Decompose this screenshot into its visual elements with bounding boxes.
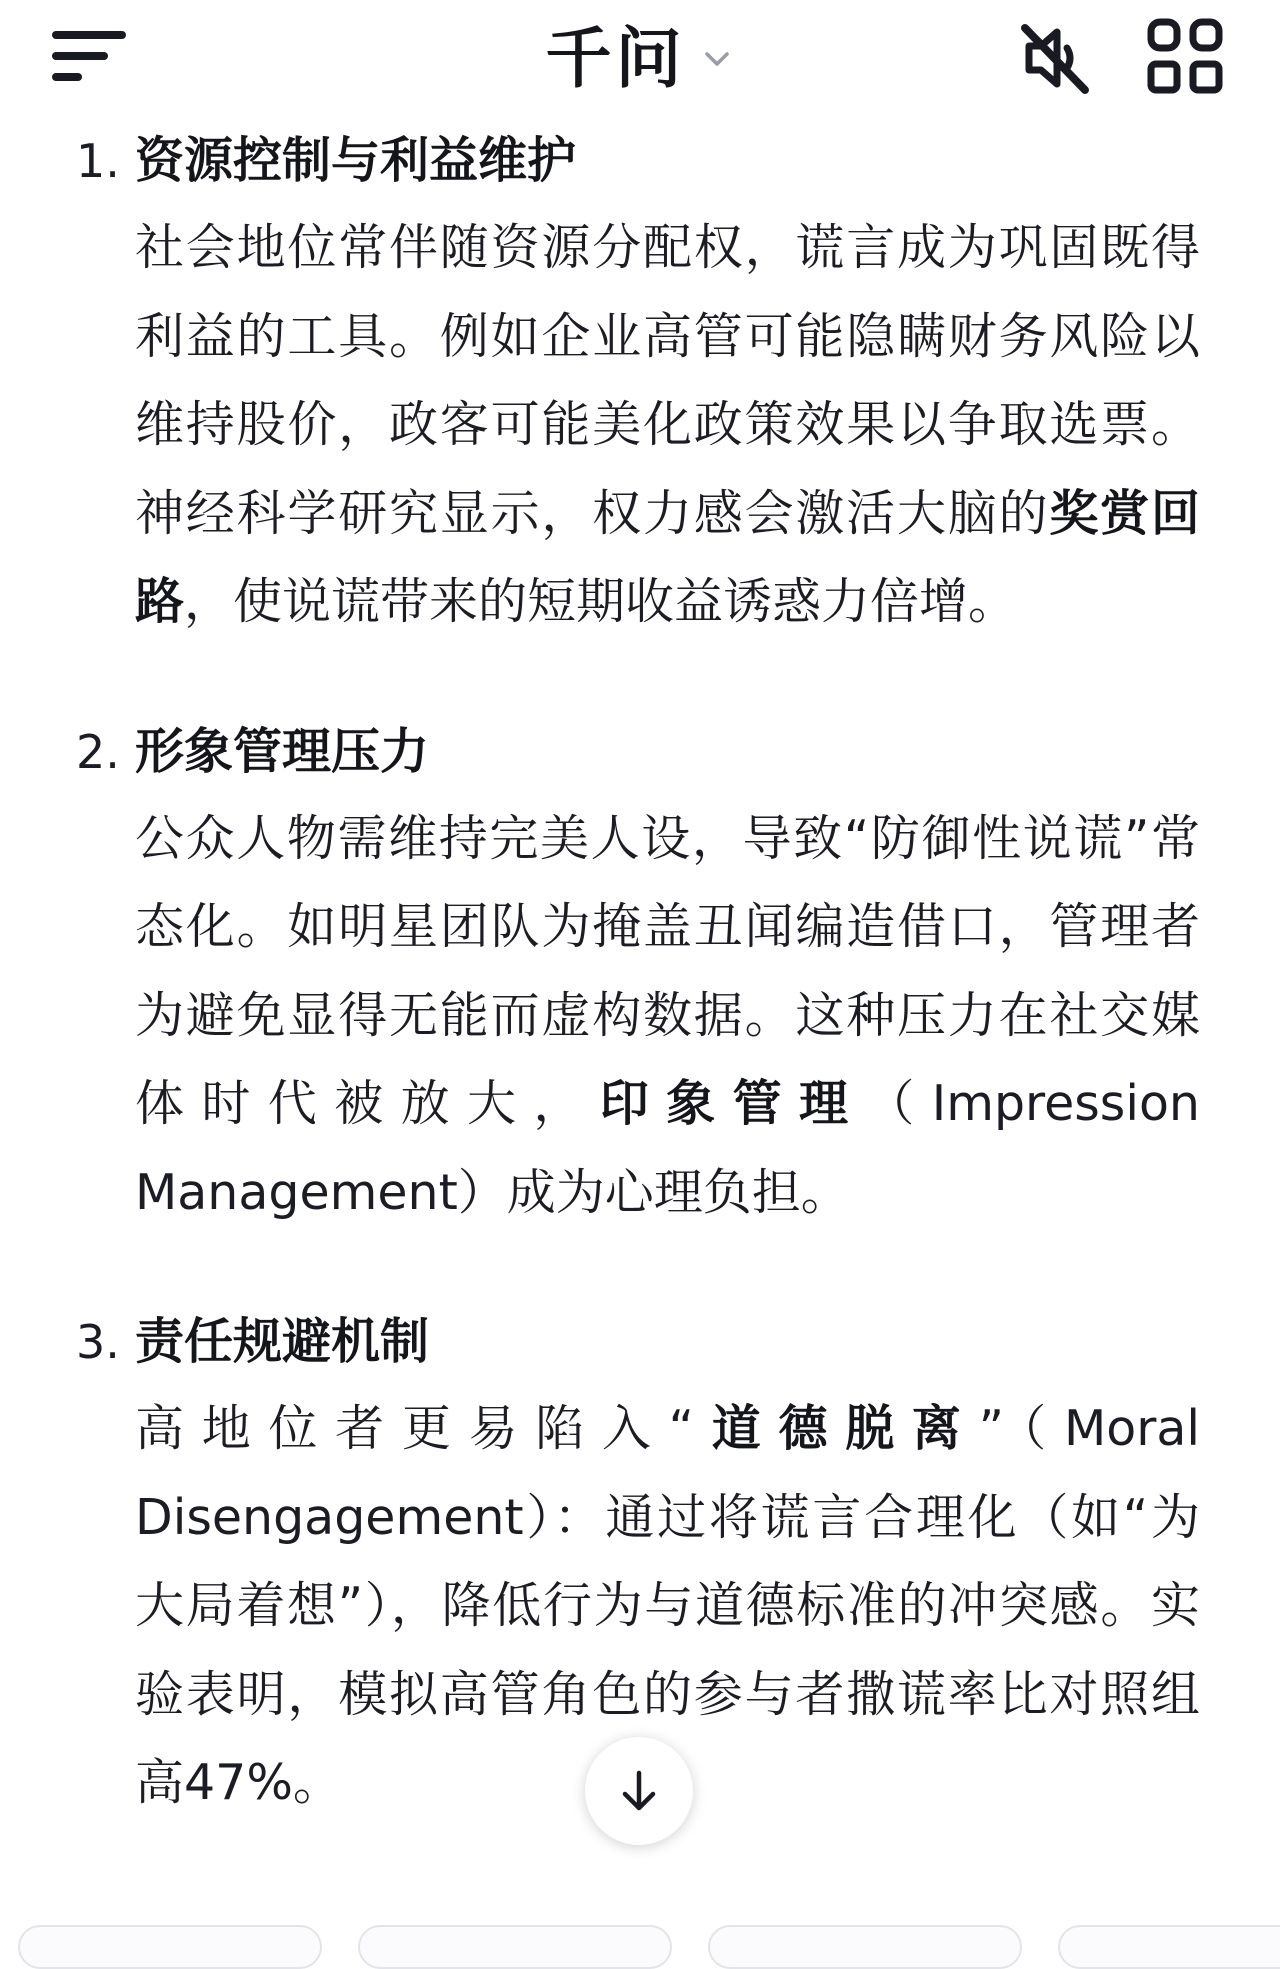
- apps-grid-icon: [1145, 16, 1227, 98]
- answer-content: [0, 118, 1280, 1828]
- mute-button[interactable]: [1015, 18, 1095, 98]
- body-text: ”（Moral Disengagement）：通过将谎言合理化（如“为大局着想”），降低行为与道德标准的冲突感。实验表明，模拟高管角色的参与者撒谎率比对照组高47%。: [135, 1400, 1200, 1811]
- section-heading: 责任规避机制: [135, 1313, 430, 1370]
- chevron-down-icon[interactable]: [699, 41, 735, 77]
- suggestion-chip[interactable]: [358, 1925, 672, 1969]
- body-emphasis: 奖赏回路: [135, 484, 1200, 630]
- list-item: [0, 1299, 1200, 1828]
- body-emphasis: 印象管理: [599, 1075, 866, 1132]
- body-emphasis: 道德脱离: [694, 1400, 979, 1457]
- list-number: 3.: [76, 1315, 120, 1369]
- list-number: 2.: [76, 724, 120, 779]
- suggestion-chip[interactable]: [708, 1925, 1022, 1969]
- section-body: [135, 204, 1200, 647]
- body-text: 社会地位常伴随资源分配权，谎言成为巩固既得利益的工具。例如企业高管可能隐瞒财务风险以维持股价，政客可能美化政策效果以争取选票。神经科学研究显示，权力感会激活大脑的: [135, 219, 1200, 542]
- suggestion-chip[interactable]: [18, 1925, 322, 1969]
- suggestion-chip[interactable]: [1058, 1925, 1280, 1969]
- body-text: 公众人物需维持完美人设，导致“防御性说谎”常态化。如明星团队为掩盖丑闻编造借口，管理者为避免显得无能而虚构数据。这种压力在社交媒体时代被放大，: [135, 809, 1200, 1132]
- top-bar: [0, 0, 1280, 118]
- section-heading: 形象管理压力: [135, 722, 430, 780]
- list-item: [0, 118, 1200, 647]
- apps-button[interactable]: [1145, 16, 1227, 98]
- app-title[interactable]: 千问: [545, 20, 686, 97]
- suggestion-chips-row: [0, 1925, 1280, 1947]
- section-heading: 资源控制与利益维护: [135, 132, 577, 189]
- speaker-muted-icon: [1015, 18, 1095, 98]
- body-text: ，使说谎带来的短期收益诱惑力倍增。: [184, 573, 1018, 630]
- section-body: [135, 795, 1200, 1238]
- body-text: （Impression Management）成为心理负担。: [135, 1075, 1200, 1221]
- list-number: 1.: [76, 134, 120, 188]
- arrow-down-icon: [615, 1767, 663, 1815]
- scroll-to-bottom-button[interactable]: [585, 1737, 693, 1845]
- list-item: [0, 709, 1200, 1238]
- body-text: 高地位者更易陷入“: [135, 1400, 695, 1457]
